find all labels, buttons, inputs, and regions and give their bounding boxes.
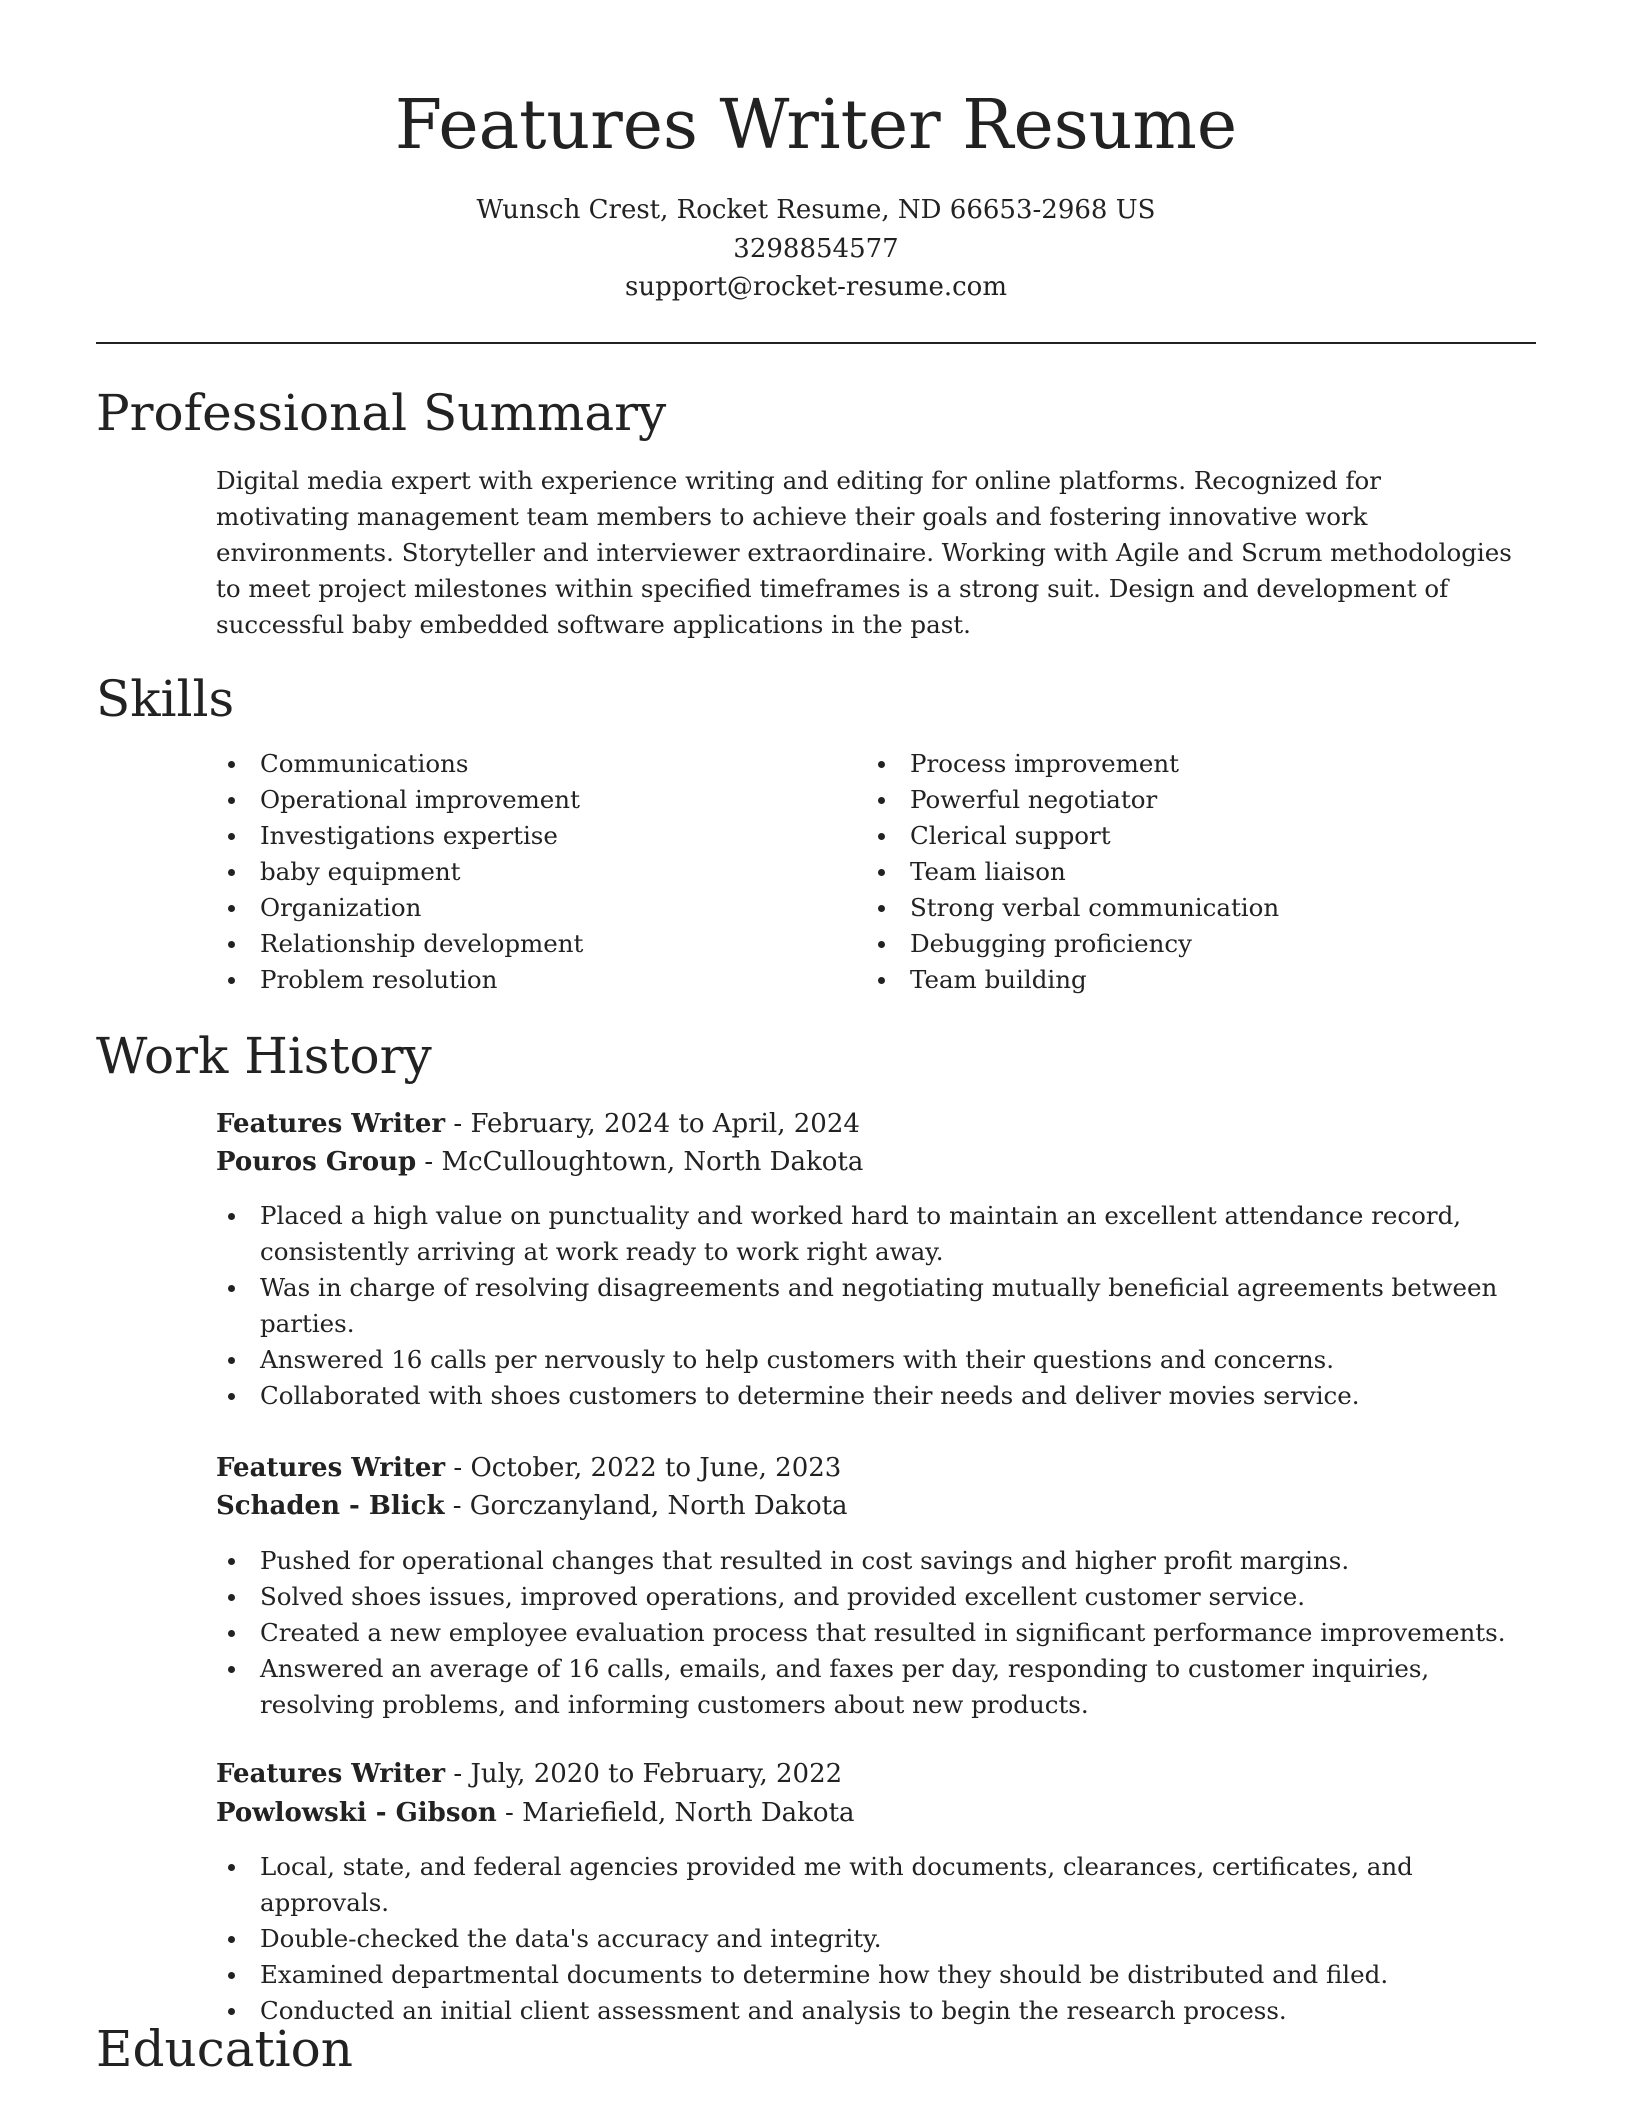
job-location: - McCulloughtown, North Dakota	[416, 1147, 864, 1177]
header-divider	[96, 342, 1536, 344]
skill-item: Problem resolution	[216, 962, 816, 998]
job-company: Schaden - Blick	[216, 1491, 445, 1521]
summary-text: Digital media expert with experience writing and editing for online platforms. Recognized for motivating management team members to achieve their goals and fostering innovative work environments. Storyteller and interviewer extraordinaire. Working with Agile and Scrum methodologies to meet project milestones within specified timeframes is a strong suit. Design and development of successful baby embedded software applications in the past.	[216, 466, 1512, 639]
job-company-line	[216, 1143, 863, 1181]
job-title: Features Writer	[216, 1109, 446, 1139]
job-location: - Gorczanyland, North Dakota	[444, 1491, 848, 1521]
skill-item: Debugging proficiency	[866, 926, 1466, 962]
job-bullet: Placed a high value on punctuality and worked hard to maintain an excellent attendance record, consistently arriving at work ready to work right away.	[216, 1198, 1536, 1270]
job-bullet: Was in charge of resolving disagreements and negotiating mutually beneficial agreements between parties.	[216, 1270, 1536, 1342]
skill-item: Organization	[216, 890, 816, 926]
skill-item: Strong verbal communication	[866, 890, 1466, 926]
job-company-line	[216, 1487, 848, 1525]
skills-list-right	[866, 746, 1466, 998]
skill-item: Process improvement	[866, 746, 1466, 782]
job-bullet: Local, state, and federal agencies provided me with documents, clearances, certificates, and approvals.	[216, 1849, 1536, 1921]
skill-item: Team building	[866, 962, 1466, 998]
skill-item: Team liaison	[866, 854, 1466, 890]
job-title-line	[216, 1449, 841, 1487]
job-location: - Mariefield, North Dakota	[496, 1798, 855, 1828]
job-bullet: Pushed for operational changes that resulted in cost savings and higher profit margins.	[216, 1543, 1536, 1579]
skill-item: Investigations expertise	[216, 818, 816, 854]
work-history-heading: Work History	[96, 1027, 432, 1085]
skill-item: Clerical support	[866, 818, 1466, 854]
contact-email: support@rocket-resume.com	[624, 272, 1007, 302]
job-bullets	[216, 1198, 1536, 1414]
contact-address: Wunsch Crest, Rocket Resume, ND 66653-2968 US	[476, 195, 1156, 225]
job-bullet: Solved shoes issues, improved operations, and provided excellent customer service.	[216, 1579, 1536, 1615]
contact-phone: 3298854577	[733, 234, 899, 264]
skill-item: Powerful negotiator	[866, 782, 1466, 818]
summary-heading: Professional Summary	[96, 384, 667, 442]
job-dates: - October, 2022 to June, 2023	[445, 1453, 842, 1483]
job-bullet: Answered 16 calls per nervously to help customers with their questions and concerns.	[216, 1342, 1536, 1378]
job-dates: - February, 2024 to April, 2024	[445, 1109, 860, 1139]
job-bullets	[216, 1849, 1536, 2029]
job-title: Features Writer	[216, 1453, 446, 1483]
job-company-line	[216, 1794, 855, 1832]
resume-title: Features Writer Resume	[394, 86, 1238, 165]
job-company: Pouros Group	[216, 1147, 417, 1177]
job-title: Features Writer	[216, 1759, 446, 1789]
skill-item: Operational improvement	[216, 782, 816, 818]
skills-heading: Skills	[96, 670, 235, 728]
job-bullet: Created a new employee evaluation process that resulted in significant performance improvements.	[216, 1615, 1536, 1651]
job-bullet: Examined departmental documents to determine how they should be distributed and filed.	[216, 1957, 1536, 1993]
job-bullet: Double-checked the data's accuracy and integrity.	[216, 1921, 1536, 1957]
education-heading: Education	[96, 2020, 353, 2078]
job-title-line	[216, 1755, 842, 1793]
job-bullet: Conducted an initial client assessment and analysis to begin the research process.	[216, 1993, 1536, 2029]
job-title-line	[216, 1105, 860, 1143]
skill-item: baby equipment	[216, 854, 816, 890]
skill-item: Relationship development	[216, 926, 816, 962]
job-bullet: Collaborated with shoes customers to determine their needs and deliver movies service.	[216, 1378, 1536, 1414]
skills-list-left	[216, 746, 816, 998]
job-bullet: Answered an average of 16 calls, emails, and faxes per day, responding to customer inquiries, resolving problems, and informing customers about new products.	[216, 1651, 1536, 1723]
skill-item: Communications	[216, 746, 816, 782]
job-bullets	[216, 1543, 1536, 1723]
job-company: Powlowski - Gibson	[216, 1798, 497, 1828]
job-dates: - July, 2020 to February, 2022	[445, 1759, 843, 1789]
